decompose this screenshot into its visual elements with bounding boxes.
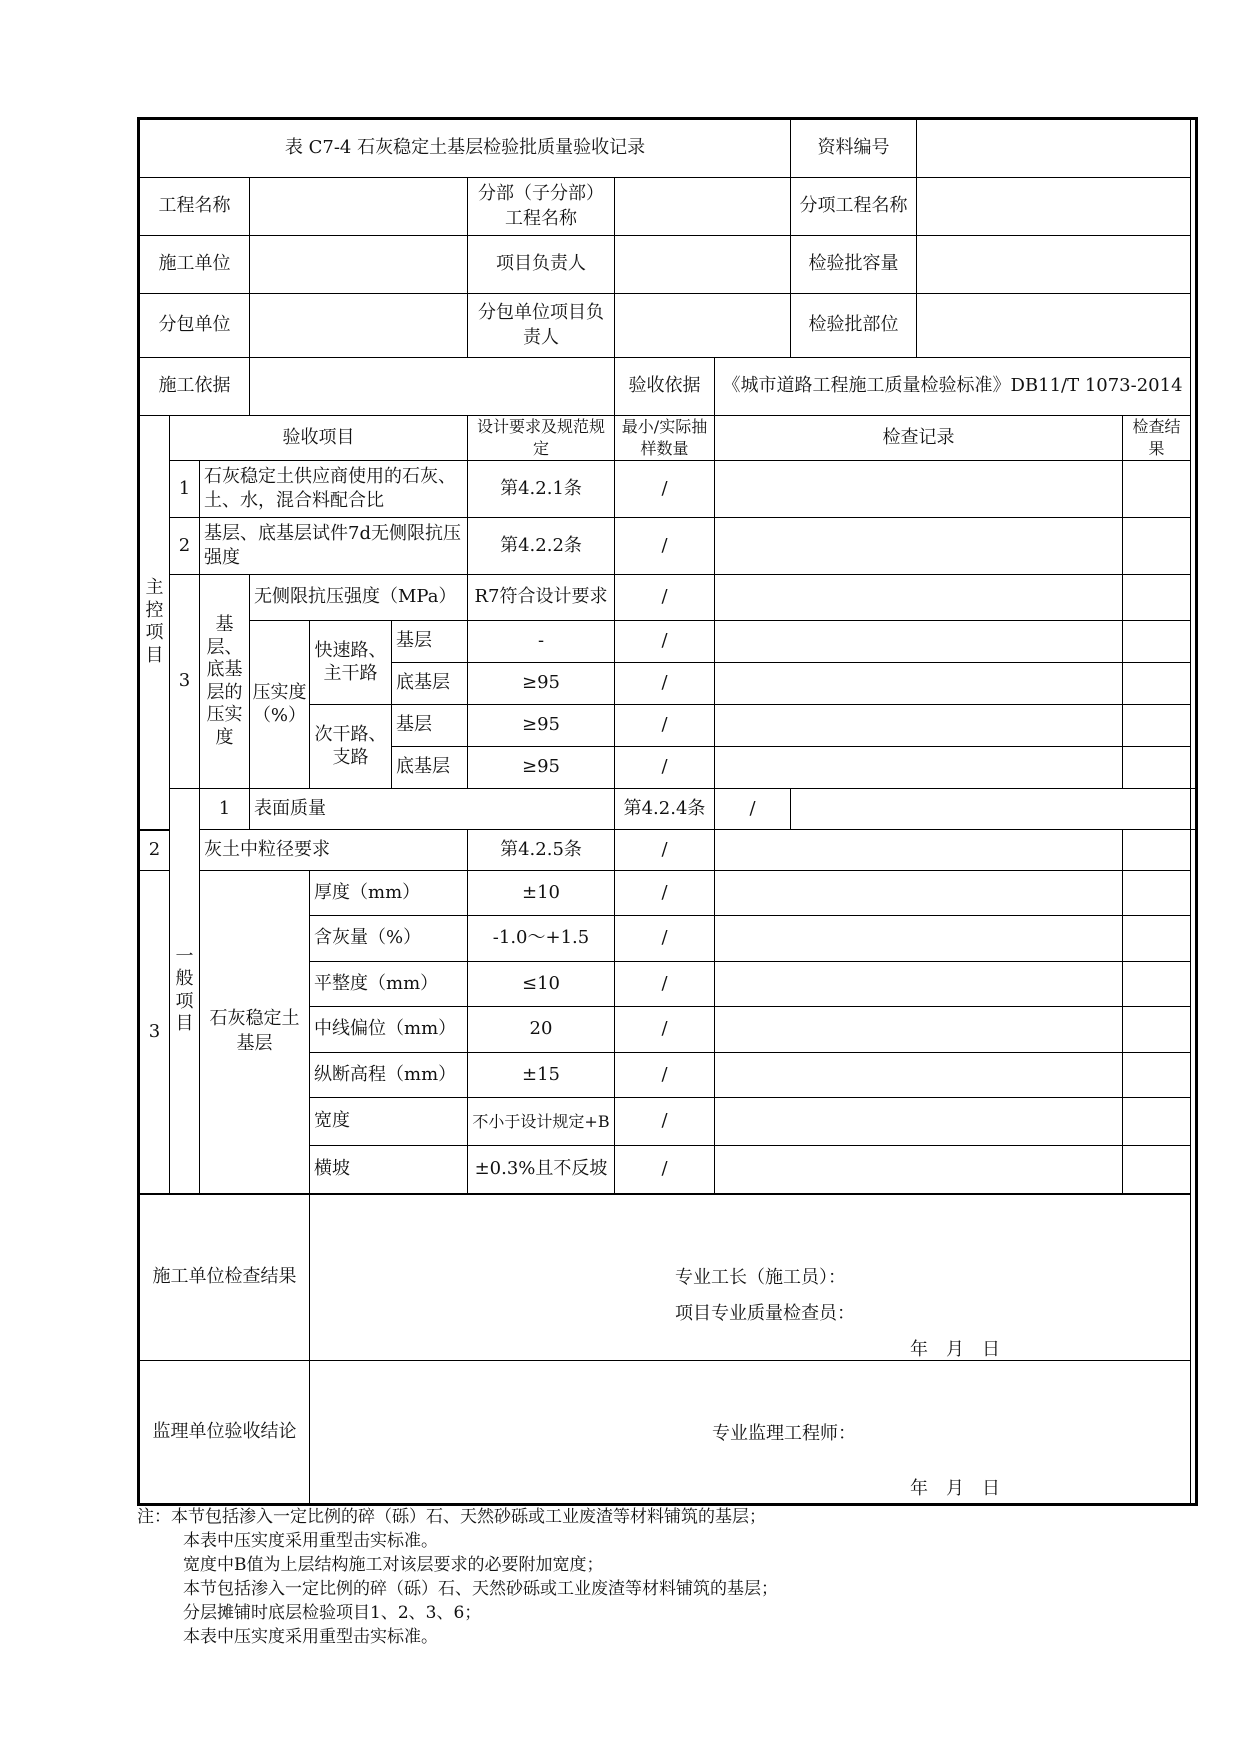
tolerance-design: ±15 [468, 1053, 615, 1098]
tolerance-result[interactable] [1123, 1053, 1191, 1098]
tolerance-name: 宽度 [310, 1098, 468, 1146]
tolerance-record[interactable] [715, 1098, 1123, 1146]
main-item-result[interactable] [1123, 461, 1191, 518]
layer-name: 底基层 [392, 747, 468, 789]
main-item-result[interactable] [1123, 518, 1191, 575]
general-item-record[interactable] [791, 789, 1191, 830]
tolerance-sample: / [615, 871, 715, 916]
main-item-sample: / [615, 461, 715, 518]
inspection-record-table [137, 117, 1198, 1506]
foreman-label: 专业工长（施工员）： [675, 1266, 846, 1288]
acceptance-basis-value: 《城市道路工程施工质量检验标准》DB11/T 1073-2014 [715, 358, 1191, 416]
main-item-design: 第4.2.1条 [468, 461, 615, 518]
inspector-label: 项目专业质量检查员： [675, 1302, 855, 1324]
basis-field[interactable] [250, 358, 615, 416]
batch-capacity-field[interactable] [917, 236, 1191, 294]
note-line: 本表中压实度采用重型击实标准。 [183, 1531, 438, 1551]
project-name-field[interactable] [250, 178, 468, 236]
layer-sample: / [615, 747, 715, 789]
tolerance-sample: / [615, 1007, 715, 1053]
note-line: 本表中压实度采用重型击实标准。 [183, 1627, 438, 1647]
tolerance-name: 中线偏位（mm） [310, 1007, 468, 1053]
general-item-name: 灰土中粒径要求 [200, 830, 468, 871]
layer-design: ≥95 [468, 747, 615, 789]
tolerance-name: 平整度（mm） [310, 962, 468, 1007]
notes [137, 1505, 778, 1649]
main-item-record[interactable] [715, 461, 1123, 518]
layer-design: ≥95 [468, 705, 615, 747]
layer-sample: / [615, 621, 715, 663]
form-title: 表 C7-4 石灰稳定土基层检验批质量验收记录 [139, 119, 791, 178]
layer-record[interactable] [715, 705, 1123, 747]
layer-result[interactable] [1123, 663, 1191, 705]
subpart-field[interactable] [615, 178, 791, 236]
main-item-name: 基层、底基层试件7d无侧限抗压强度 [200, 518, 468, 575]
main-item-no: 3 [170, 575, 200, 789]
tolerance-result[interactable] [1123, 916, 1191, 962]
general-item-name: 表面质量 [250, 789, 615, 830]
tolerance-design: 不小于设计规定+B [468, 1098, 615, 1146]
constructor-label: 施工单位 [139, 236, 250, 294]
general-item-result[interactable] [1123, 830, 1191, 871]
tolerance-result[interactable] [1123, 1146, 1191, 1194]
tolerance-sample: / [615, 916, 715, 962]
project-name-label: 工程名称 [139, 178, 250, 236]
general-item-no: 2 [139, 830, 170, 871]
tolerance-name: 含灰量（%） [310, 916, 468, 962]
construction-date: 年 月 日 [910, 1338, 1000, 1360]
construction-check-label: 施工单位检查结果 [139, 1194, 310, 1361]
layer-record[interactable] [715, 621, 1123, 663]
tolerance-sample: / [615, 962, 715, 1007]
general-item-sample: / [715, 789, 791, 830]
tolerance-design: ±10 [468, 871, 615, 916]
tolerance-design: -1.0～+1.5 [468, 916, 615, 962]
tolerance-record[interactable] [715, 962, 1123, 1007]
note-line: 注：本节包括渗入一定比例的碎（砾）石、天然砂砾或工业废渣等材料铺筑的基层； [137, 1507, 766, 1527]
main-item-no: 2 [170, 518, 200, 575]
subcontractor-field[interactable] [250, 294, 468, 358]
sub-manager-label: 分包单位项目负责人 [468, 294, 615, 358]
general-item-record[interactable] [715, 830, 1123, 871]
tolerance-name: 横坡 [310, 1146, 468, 1194]
supervision-area[interactable] [310, 1361, 1191, 1505]
note-line: 宽度中B值为上层结构施工对该层要求的必要附加宽度； [183, 1555, 604, 1575]
strength-record[interactable] [715, 575, 1123, 621]
supervision-label: 监理单位验收结论 [139, 1361, 310, 1505]
tolerance-record[interactable] [715, 1053, 1123, 1098]
constructor-field[interactable] [250, 236, 468, 294]
strength-result[interactable] [1123, 575, 1191, 621]
layer-record[interactable] [715, 663, 1123, 705]
batch-capacity-label: 检验批容量 [791, 236, 917, 294]
sub-manager-field[interactable] [615, 294, 791, 358]
general-item-result[interactable] [1191, 789, 1197, 830]
main-item-no: 1 [170, 461, 200, 518]
general-item-sample: / [615, 830, 715, 871]
subitem-field[interactable] [917, 178, 1191, 236]
main-control-label: 主控项目 [139, 416, 170, 830]
basis-label: 施工依据 [139, 358, 250, 416]
main-item-record[interactable] [715, 518, 1123, 575]
col-design-header: 设计要求及规范规定 [468, 416, 615, 461]
general-item-no: 3 [139, 871, 170, 1194]
layer-sample: / [615, 663, 715, 705]
project-manager-field[interactable] [615, 236, 791, 294]
subpart-label: 分部（子分部）工程名称 [468, 178, 615, 236]
tolerance-record[interactable] [715, 916, 1123, 962]
layer-sample: / [615, 705, 715, 747]
tolerance-sample: / [615, 1053, 715, 1098]
layer-result[interactable] [1123, 747, 1191, 789]
main-item-name: 石灰稳定土供应商使用的石灰、土、水，混合料配合比 [200, 461, 468, 518]
strength-design: R7符合设计要求 [468, 575, 615, 621]
tolerance-result[interactable] [1123, 962, 1191, 1007]
col-item-header: 验收项目 [170, 416, 468, 461]
col-result-header: 检查结果 [1123, 416, 1191, 461]
general-item-design: 第4.2.4条 [615, 789, 715, 830]
general-item-design: 第4.2.5条 [468, 830, 615, 871]
tolerance-name: 厚度（mm） [310, 871, 468, 916]
tolerance-sample: / [615, 1098, 715, 1146]
main-item-sample: / [615, 518, 715, 575]
tolerance-design: ≤10 [468, 962, 615, 1007]
note-line: 分层摊铺时底层检验项目1、2、3、6； [183, 1603, 482, 1623]
construction-check-area[interactable] [310, 1194, 1191, 1361]
layer-result[interactable] [1123, 621, 1191, 663]
supervision-date: 年 月 日 [910, 1478, 1000, 1499]
main-item-design: 第4.2.2条 [468, 518, 615, 575]
batch-location-label: 检验批部位 [791, 294, 917, 358]
note-line: 本节包括渗入一定比例的碎（砾）石、天然砂砾或工业废渣等材料铺筑的基层； [183, 1579, 778, 1599]
lime-base-group-label: 石灰稳定土基层 [200, 871, 310, 1194]
layer-result[interactable] [1123, 705, 1191, 747]
batch-location-field[interactable] [917, 294, 1191, 358]
col-record-header: 检查记录 [715, 416, 1123, 461]
tolerance-record[interactable] [715, 1007, 1123, 1053]
doc-no-field[interactable] [917, 119, 1191, 178]
doc-no-label: 资料编号 [791, 119, 917, 178]
layer-name: 基层 [392, 621, 468, 663]
layer-design: ≥95 [468, 663, 615, 705]
tolerance-record[interactable] [715, 1146, 1123, 1194]
tolerance-result[interactable] [1123, 871, 1191, 916]
layer-name: 底基层 [392, 663, 468, 705]
tolerance-name: 纵断高程（mm） [310, 1053, 468, 1098]
strength-name: 无侧限抗压强度（MPa） [250, 575, 468, 621]
acceptance-basis-label: 验收依据 [615, 358, 715, 416]
layer-record[interactable] [715, 747, 1123, 789]
tolerance-result[interactable] [1123, 1007, 1191, 1053]
general-item-no: 1 [200, 789, 250, 830]
tolerance-design: ±0.3%且不反坡 [468, 1146, 615, 1194]
project-manager-label: 项目负责人 [468, 236, 615, 294]
tolerance-design: 20 [468, 1007, 615, 1053]
road-class-expressway: 快速路、主干路 [310, 621, 392, 705]
layer-name: 基层 [392, 705, 468, 747]
tolerance-record[interactable] [715, 871, 1123, 916]
tolerance-result[interactable] [1123, 1098, 1191, 1146]
compaction-group-label: 基层、底基层的压实度 [200, 575, 250, 789]
col-sample-header: 最小/实际抽样数量 [615, 416, 715, 461]
engineer-label: 专业监理工程师： [712, 1423, 856, 1444]
compaction-label: 压实度（%） [250, 621, 310, 789]
tolerance-sample: / [615, 1146, 715, 1194]
road-class-secondary: 次干路、支路 [310, 705, 392, 789]
subcontractor-label: 分包单位 [139, 294, 250, 358]
subitem-label: 分项工程名称 [791, 178, 917, 236]
layer-design: - [468, 621, 615, 663]
general-label: 一般项目 [170, 789, 200, 1194]
strength-sample: / [615, 575, 715, 621]
